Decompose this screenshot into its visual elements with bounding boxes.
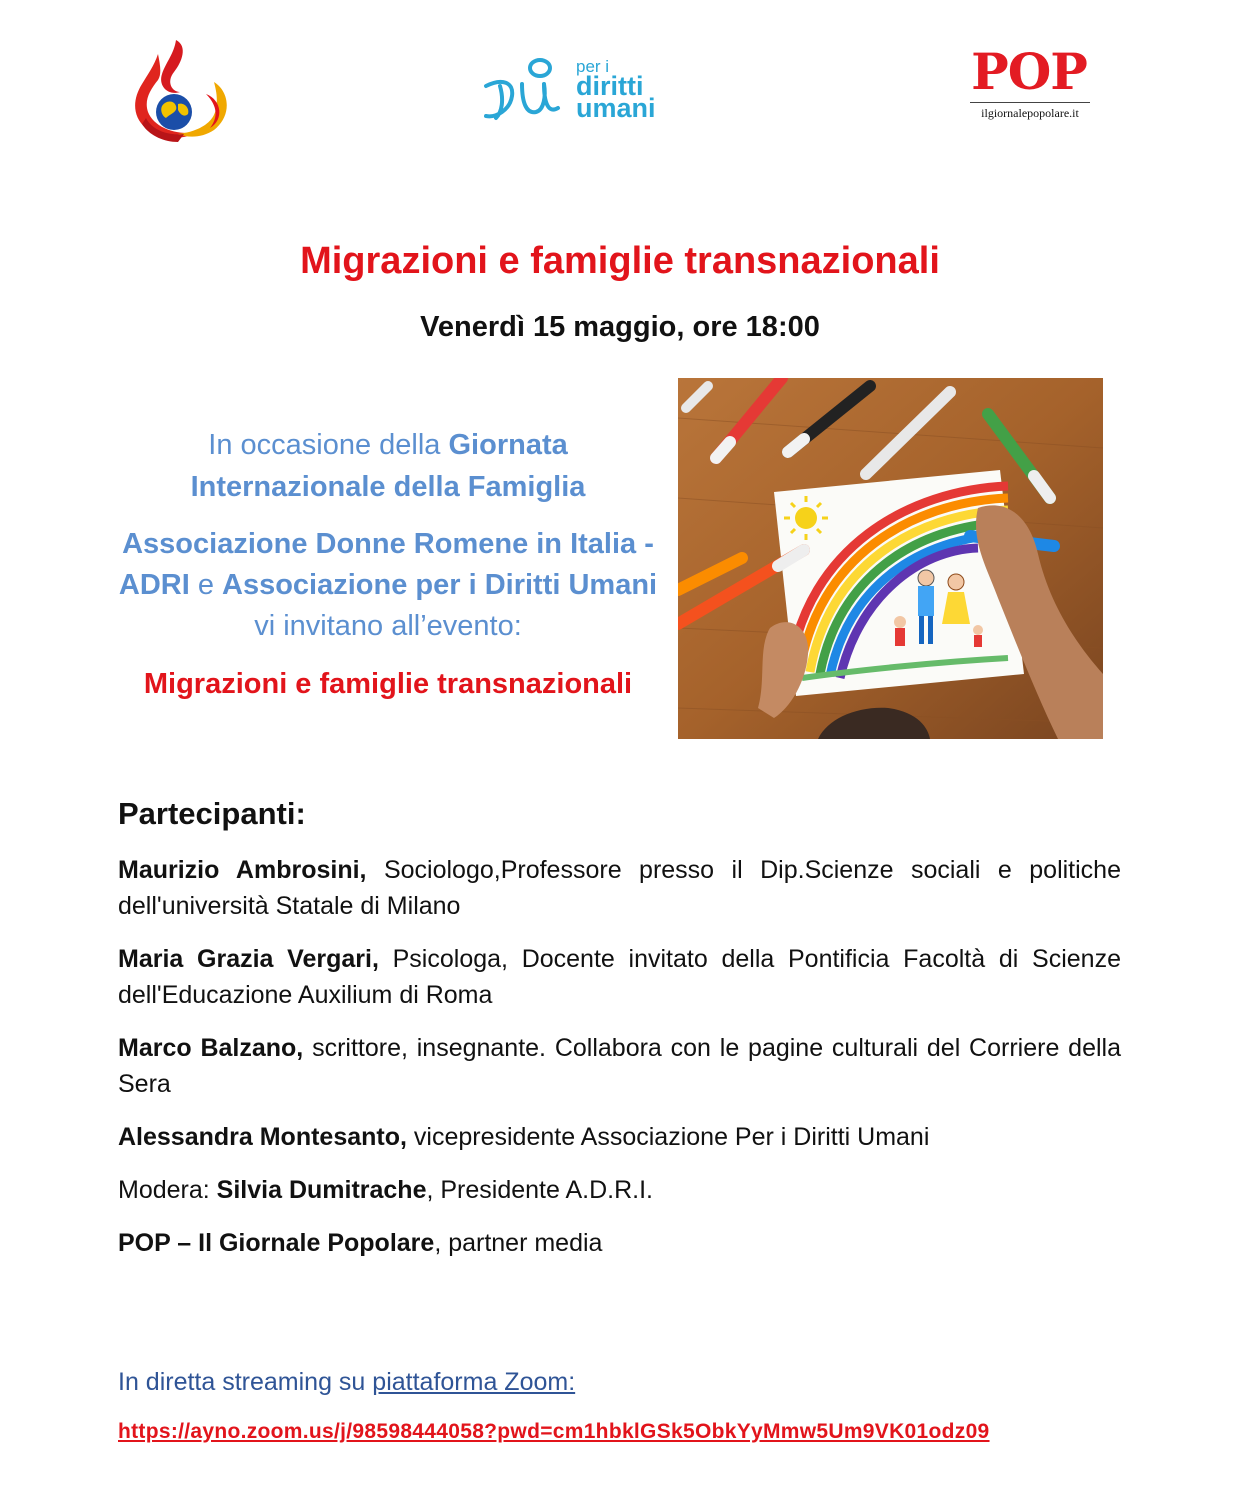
logo-text-umani: umani (576, 93, 656, 123)
family-drawing-image (678, 378, 1103, 739)
pop-logo-url: ilgiornalepopolare.it (981, 106, 1079, 120)
participant-item (118, 1119, 1121, 1155)
participant-name: Maurizio Ambrosini, (118, 856, 367, 884)
intro-occasion-text: In occasione della (208, 429, 449, 461)
pop-logo (968, 42, 1098, 126)
moderator-name: Silvia Dumitrache (216, 1176, 427, 1204)
intro-invite-text: vi invitano all’evento: (254, 610, 522, 642)
logo-text-per: per i (576, 57, 610, 76)
page-title: Migrazioni e famiglie transnazionali (300, 240, 940, 282)
participant-item (118, 852, 1121, 924)
participants-heading: Partecipanti: (118, 796, 306, 831)
participant-name: Alessandra Montesanto, (118, 1123, 407, 1151)
pop-logo-rule (970, 102, 1090, 103)
participant-name: Maria Grazia Vergari, (118, 945, 379, 973)
moderator-role: , Presidente A.D.R.I. (426, 1176, 653, 1204)
participant-name: Marco Balzano, (118, 1034, 304, 1062)
media-partner-name: POP – Il Giornale Popolare (118, 1229, 435, 1257)
zoom-meeting-link[interactable]: https://ayno.zoom.us/j/98598444058?pwd=cm1hbklGSk5ObkYyMmw5Um9VK01odz09 (118, 1420, 990, 1443)
media-partner-role: , partner media (434, 1229, 603, 1257)
participant-item (118, 1030, 1121, 1102)
streaming-text: In diretta streaming su (118, 1368, 373, 1396)
event-date: Venerdì 15 maggio, ore 18:00 (420, 311, 820, 343)
moderator-label: Modera: (118, 1176, 217, 1204)
pop-logo-word: POP (971, 42, 1087, 101)
intro-occasion (118, 424, 658, 508)
intro-occasion-day: Giornata Internazionale della Famiglia (190, 429, 586, 503)
organizer-conjunction: e (189, 569, 223, 601)
participant-role: Sociologo,Professore presso il Dip.Scienze sociali e politiche dell'università Statale di Milano (118, 856, 1121, 920)
media-partner-line (118, 1225, 1121, 1261)
dirittiumani-logo (482, 56, 692, 126)
organizer-adri: Associazione Donne Romene in Italia - ADRI (118, 528, 654, 601)
zoom-platform-link[interactable]: piattaforma Zoom: (372, 1368, 576, 1396)
participant-item (118, 941, 1121, 1013)
intro-event-name: Migrazioni e famiglie transnazionali (143, 668, 633, 700)
participant-role: Psicologa, Docente invitato della Pontificia Facoltà di Scienze dell'Educazione Auxilium di Roma (118, 945, 1121, 1009)
participant-role: scrittore, insegnante. Collabora con le pagine culturali del Corriere della Sera (118, 1034, 1121, 1098)
moderator-line (118, 1172, 1121, 1208)
streaming-line (118, 1368, 575, 1397)
logo-text-diritti: diritti (576, 71, 644, 101)
participant-role: vicepresidente Associazione Per i Diritti Umani (406, 1123, 930, 1151)
intro-organizers (118, 524, 658, 647)
adri-logo (118, 34, 238, 144)
organizer-dirittiumani: Associazione per i Diritti Umani (222, 569, 658, 601)
